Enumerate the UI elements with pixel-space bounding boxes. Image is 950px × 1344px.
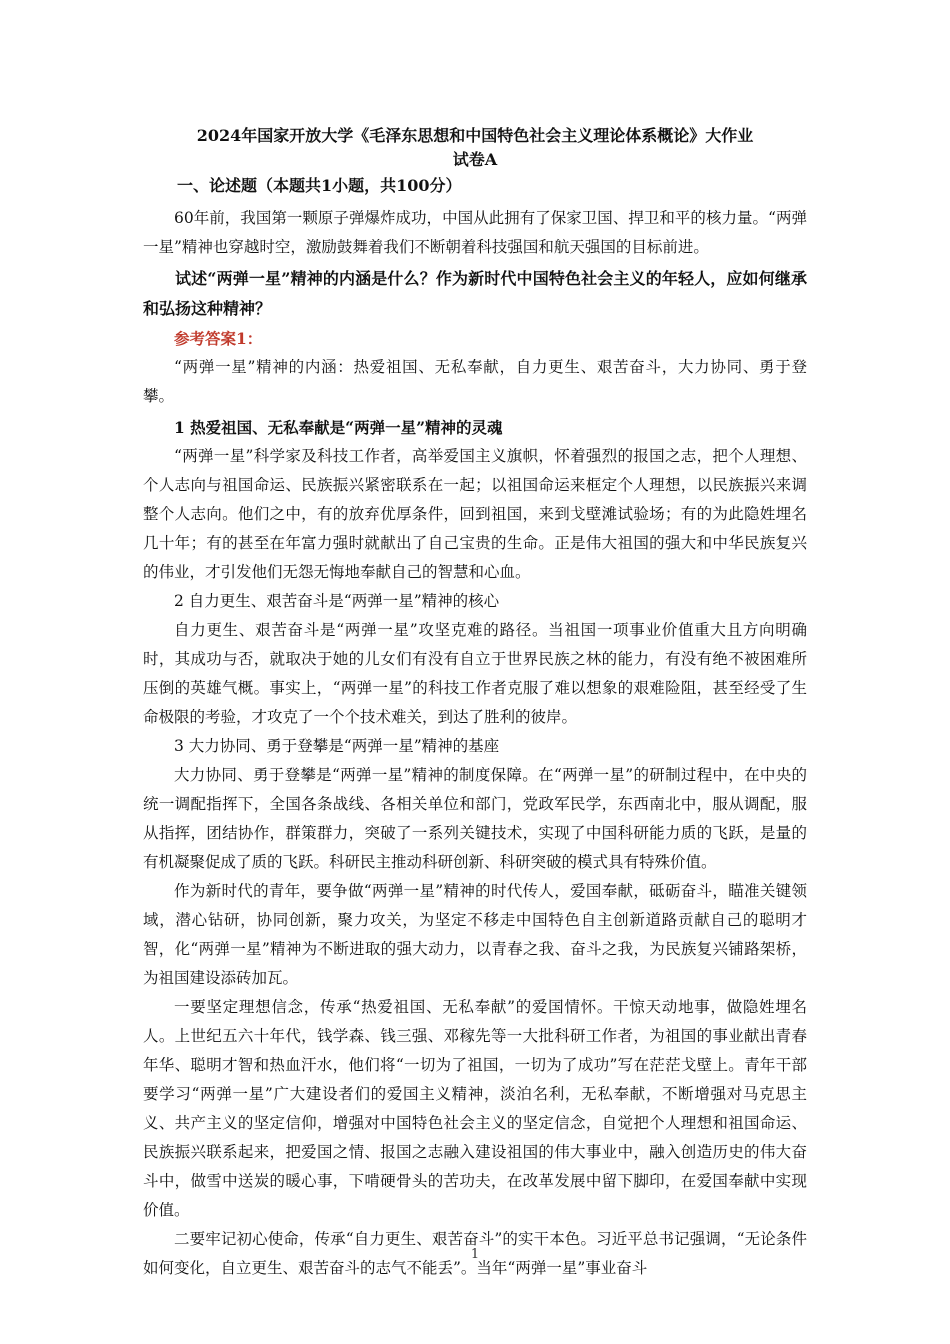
answer-label: 参考答案1： bbox=[174, 329, 263, 348]
point3-heading: 3 大力协同、勇于登攀是“两弹一星”精神的基座 bbox=[174, 737, 500, 755]
point3-body: 大力协同、勇于登攀是“两弹一星”精神的制度保障。在“两弹一星”的研制过程中，在中央的统一调配指挥下，全国各条战线、各相关单位和部门，党政军民学，东西南北中，服从调配，服从指挥，团结协作，群策群力，突破了一系列关键技术，实现了中国科研能力质的飞跃，是量的有机凝聚促成了质的飞跃。科研民主推动科研创新、科研突破的模式具有特殊价值。 bbox=[143, 766, 807, 871]
point2-body: 自力更生、艰苦奋斗是“两弹一星”攻坚克难的路径。当祖国一项事业价值重大且方向明确时，其成功与否，就取决于她的儿女们有没有自立于世界民族之林的能力，有没有绝不被困难所压倒的英雄气概。事实上，“两弹一星”的科技工作者克服了难以想象的艰难险阻，甚至经受了生命极限的考验，才攻克了一个个技术难关，到达了胜利的彼岸。 bbox=[143, 621, 807, 726]
question-text: 试述“两弹一星”精神的内涵是什么？作为新时代中国特色社会主义的年轻人，应如何继承和弘扬这种精神？ bbox=[143, 269, 807, 318]
point1-body: “两弹一星”科学家及科技工作者，高举爱国主义旗帜，怀着强烈的报国之志，把个人理想、个人志向与祖国命运、民族振兴紧密联系在一起；以祖国命运来框定个人理想，以民族振兴来调整个人志向。他们之中，有的放弃优厚条件，回到祖国，来到戈壁滩试验场；有的为此隐姓埋名几十年；有的甚至在年富力强时就献出了自己宝贵的生命。正是伟大祖国的强大和中华民族复兴的伟业，才引发他们无怨无悔地奉献自己的智慧和心血。 bbox=[143, 447, 807, 581]
first-requirement-paragraph: 一要坚定理想信念，传承“热爱祖国、无私奉献”的爱国情怀。干惊天动地事，做隐姓埋名人。上世纪五六十年代，钱学森、钱三强、邓稼先等一大批科研工作者，为祖国的事业献出青春年华、聪明才智和热血汗水，他们将“一切为了祖国，一切为了成功”写在茫茫戈壁上。青年干部要学习“两弹一星”广大建设者们的爱国主义精神，淡泊名利，无私奉献，不断增强对马克思主义、共产主义的坚定信仰，增强对中国特色社会主义的坚定信念，自觉把个人理想和祖国命运、民族振兴联系起来，把爱国之情、报国之志融入建设祖国的伟大事业中，融入创造历史的伟大奋斗中，做雪中送炭的暖心事，下啃硬骨头的苦功夫，在改革发展中留下脚印，在爱国奉献中实现价值。 bbox=[143, 998, 807, 1219]
document-content bbox=[143, 124, 807, 1283]
point2-heading: 2 自力更生、艰苦奋斗是“两弹一星”精神的核心 bbox=[174, 592, 500, 610]
intro-paragraph: 60年前，我国第一颗原子弹爆炸成功，中国从此拥有了保家卫国、捍卫和平的核力量。“两弹一星”精神也穿越时空，激励鼓舞着我们不断朝着科技强国和航天强国的目标前进。 bbox=[143, 209, 807, 256]
page-number: 1 bbox=[470, 1247, 480, 1262]
answer-intro: “两弹一星”精神的内涵：热爱祖国、无私奉献，自力更生、艰苦奋斗，大力协同、勇于登攀。 bbox=[143, 358, 807, 405]
point1-heading: 1 热爱祖国、无私奉献是“两弹一星”精神的灵魂 bbox=[174, 418, 503, 437]
document-subtitle: 试卷A bbox=[452, 150, 498, 169]
youth-paragraph: 作为新时代的青年，要争做“两弹一星”精神的时代传人，爱国奉献，砥砺奋斗，瞄准关键领域，潜心钻研，协同创新，聚力攻关，为坚定不移走中国特色自主创新道路贡献自己的聪明才智，化“两弹一星”精神为不断进取的强大动力，以青春之我、奋斗之我，为民族复兴铺路架桥，为祖国建设添砖加瓦。 bbox=[143, 882, 807, 987]
second-requirement-paragraph: 二要牢记初心使命，传承“自力更生、艰苦奋斗”的实干本色。习近平总书记强调，“无论条件如何变化，自立更生、艰苦奋斗的志气不能丢”。当年“两弹一星”事业奋斗 bbox=[143, 1230, 807, 1277]
document-title: 2024年国家开放大学《毛泽东思想和中国特色社会主义理论体系概论》大作业 bbox=[196, 126, 754, 145]
section-heading: 一、论述题（本题共1小题，共100分） bbox=[177, 176, 462, 195]
